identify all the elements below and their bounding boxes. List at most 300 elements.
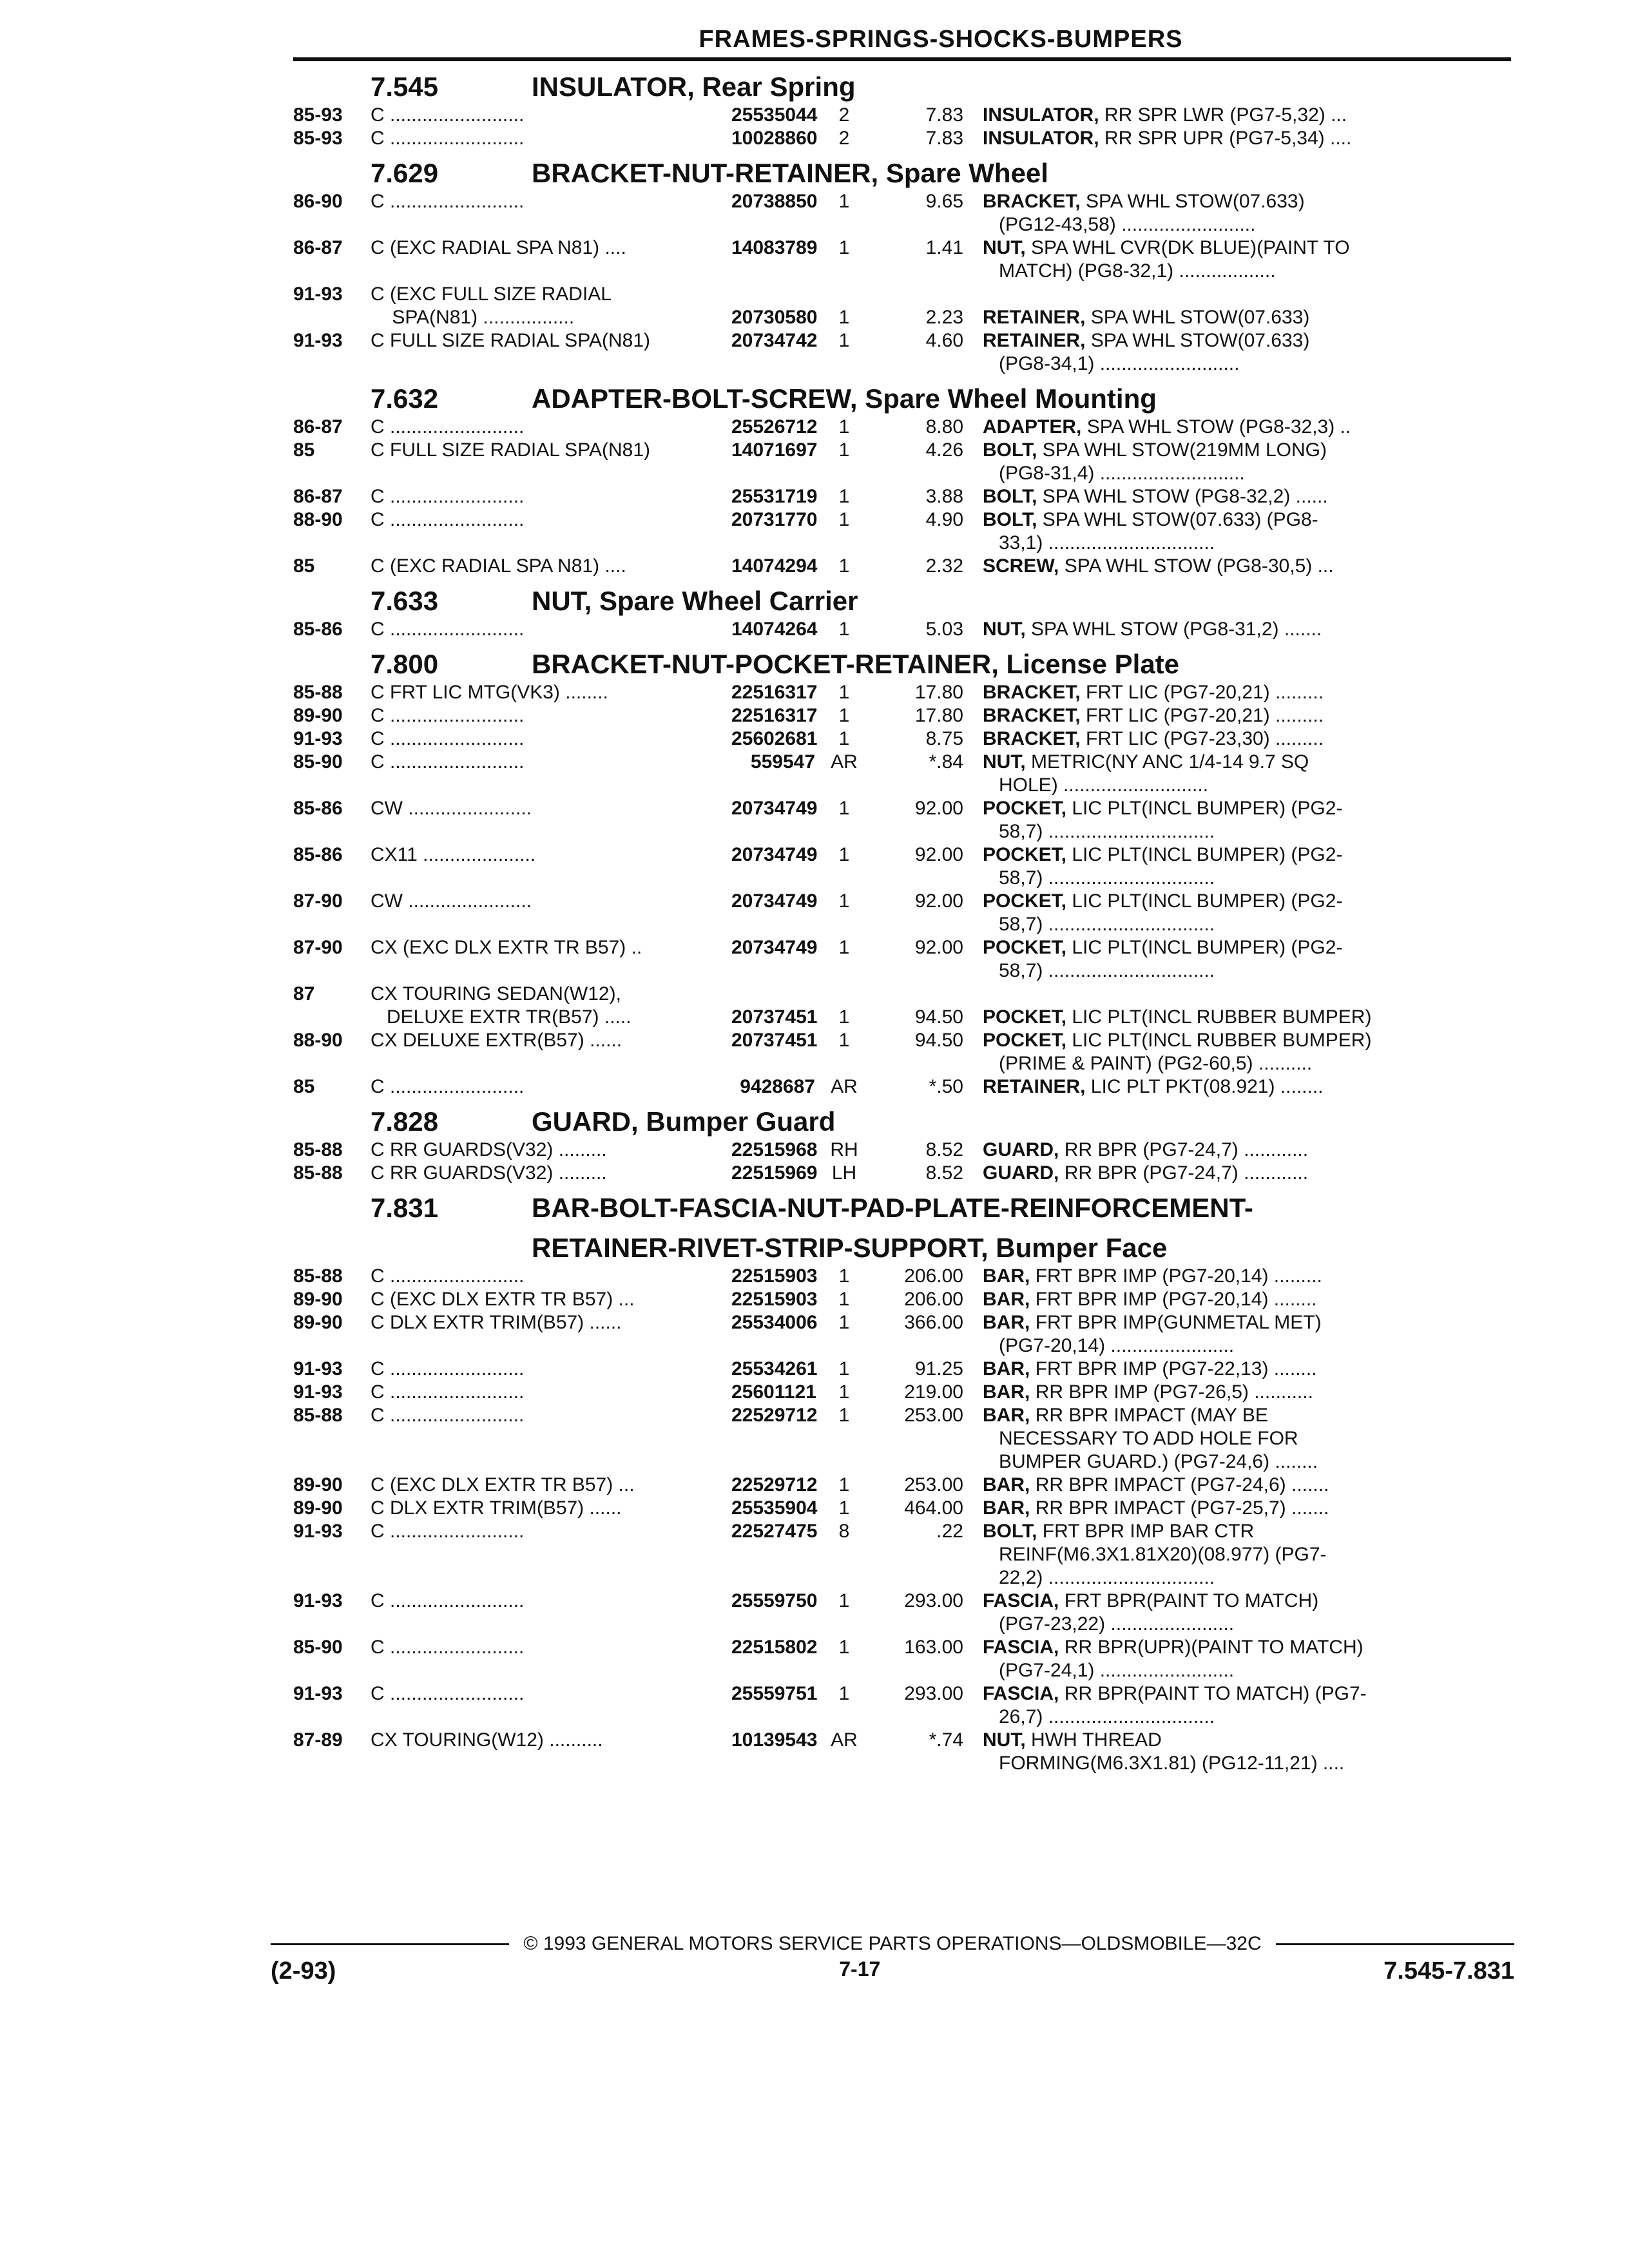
part-number bbox=[731, 867, 815, 890]
price: 1.41 bbox=[925, 237, 963, 258]
price: *.84 bbox=[929, 751, 963, 773]
price bbox=[873, 532, 963, 555]
model-years: 85-93 bbox=[293, 104, 343, 126]
model-years: 91-93 bbox=[293, 284, 343, 305]
quantity bbox=[815, 983, 873, 1006]
price: 92.00 bbox=[914, 890, 963, 912]
description-name: BAR, bbox=[983, 1289, 1030, 1310]
model-years: 91-93 bbox=[293, 1381, 343, 1403]
part-number bbox=[731, 1659, 815, 1682]
model-years bbox=[293, 774, 371, 797]
model-years bbox=[293, 1566, 371, 1590]
description bbox=[963, 1404, 1479, 1427]
footer-page-number: 7-17 bbox=[839, 1957, 881, 1981]
part-row bbox=[293, 1006, 1511, 1029]
price bbox=[873, 260, 963, 283]
footer-copyright: © 1993 GENERAL MOTORS SERVICE PARTS OPERATIONS—OLDSMOBILE—32C bbox=[523, 1933, 1262, 1954]
quantity: 1 bbox=[838, 1474, 850, 1495]
section-name: BRACKET-NUT-POCKET-RETAINER, License Plate bbox=[532, 649, 1180, 679]
catalog-page bbox=[293, 26, 1511, 1775]
description bbox=[963, 283, 1479, 306]
part-row bbox=[293, 1543, 1511, 1566]
description bbox=[963, 1006, 1479, 1029]
description bbox=[963, 236, 1479, 260]
description-text: RR BPR (PG7-24,7) ............ bbox=[1064, 1139, 1309, 1160]
part-number: 14083789 bbox=[731, 237, 818, 258]
description-name: FASCIA, bbox=[983, 1637, 1059, 1658]
quantity: 1 bbox=[838, 1405, 850, 1426]
description bbox=[963, 1706, 1495, 1729]
model-years: 85 bbox=[293, 555, 315, 577]
quantity: 1 bbox=[838, 237, 850, 258]
part-number: 20734742 bbox=[731, 330, 818, 351]
part-number: 22515903 bbox=[731, 1265, 818, 1287]
part-number bbox=[731, 462, 815, 485]
part-row bbox=[293, 983, 1511, 1006]
description-text: SPA WHL STOW (PG8-32,3) .. bbox=[1086, 416, 1351, 437]
price: 219.00 bbox=[904, 1381, 963, 1403]
price: 464.00 bbox=[904, 1497, 963, 1519]
application bbox=[371, 1566, 731, 1590]
description bbox=[963, 959, 1495, 983]
model-years: 85 bbox=[293, 439, 315, 461]
part-row bbox=[293, 1636, 1511, 1659]
description-name: INSULATOR, bbox=[983, 128, 1099, 149]
part-number: 559547 bbox=[750, 751, 815, 773]
description-name: BAR, bbox=[983, 1312, 1030, 1333]
quantity: 1 bbox=[838, 1312, 850, 1333]
model-years bbox=[293, 1752, 371, 1775]
description bbox=[963, 1752, 1495, 1775]
description-name: NUT, bbox=[983, 237, 1026, 258]
part-number: 20730580 bbox=[731, 307, 818, 328]
section-number: 7.800 bbox=[371, 649, 439, 679]
description-text: 58,7) ............................... bbox=[999, 821, 1215, 842]
footer-rule-right bbox=[1276, 1943, 1514, 1945]
description-text: FRT LIC (PG7-20,21) ......... bbox=[1086, 705, 1324, 726]
application: C ......................... bbox=[371, 509, 525, 530]
description bbox=[963, 1075, 1479, 1099]
part-row bbox=[293, 462, 1511, 485]
part-row bbox=[293, 260, 1511, 283]
quantity: 1 bbox=[838, 191, 850, 212]
section-title bbox=[293, 1105, 1511, 1139]
description-text: (PG12-43,58) ......................... bbox=[999, 214, 1256, 235]
price: .22 bbox=[936, 1521, 963, 1542]
description bbox=[963, 555, 1479, 578]
price: 163.00 bbox=[904, 1637, 963, 1658]
model-years: 91-93 bbox=[293, 1521, 343, 1542]
price bbox=[873, 283, 963, 306]
model-years bbox=[293, 260, 371, 283]
description-name: NUT, bbox=[983, 751, 1026, 773]
part-row bbox=[293, 890, 1511, 913]
description bbox=[963, 1427, 1495, 1450]
description-text: 33,1) ............................... bbox=[999, 532, 1215, 553]
part-number bbox=[731, 283, 815, 306]
price: 7.83 bbox=[925, 104, 963, 126]
part-number bbox=[731, 352, 815, 376]
part-row bbox=[293, 1139, 1511, 1162]
model-years: 88-90 bbox=[293, 509, 343, 530]
quantity: 2 bbox=[838, 104, 850, 126]
description-name: BRACKET, bbox=[983, 705, 1081, 726]
price bbox=[873, 983, 963, 1006]
part-number: 25534006 bbox=[731, 1312, 818, 1333]
quantity: 1 bbox=[838, 1637, 850, 1658]
description-text: FRT BPR IMP (PG7-20,14) ........ bbox=[1035, 1289, 1317, 1310]
quantity: 1 bbox=[838, 705, 850, 726]
quantity: 1 bbox=[838, 416, 850, 437]
quantity bbox=[815, 1052, 873, 1075]
quantity: 1 bbox=[838, 486, 850, 507]
part-number: 25531719 bbox=[731, 486, 818, 507]
part-number: 25559750 bbox=[731, 1590, 818, 1611]
model-years bbox=[293, 867, 371, 890]
application: SPA(N81) ................. bbox=[371, 307, 575, 328]
application bbox=[371, 1543, 731, 1566]
description-text: LIC PLT(INCL BUMPER) (PG2- bbox=[1072, 844, 1343, 865]
description-text: NECESSARY TO ADD HOLE FOR bbox=[999, 1428, 1298, 1449]
application: C (EXC RADIAL SPA N81) .... bbox=[371, 555, 626, 577]
application bbox=[371, 1706, 731, 1729]
part-number bbox=[731, 532, 815, 555]
price: 9.65 bbox=[925, 191, 963, 212]
price bbox=[873, 1543, 963, 1566]
price bbox=[873, 1706, 963, 1729]
description bbox=[963, 1265, 1479, 1288]
application: C ......................... bbox=[371, 705, 525, 726]
footer-range: 7.545-7.831 bbox=[1383, 1957, 1514, 1984]
application: C RR GUARDS(V32) ......... bbox=[371, 1162, 607, 1184]
description-name: BRACKET, bbox=[983, 728, 1081, 749]
quantity: 1 bbox=[838, 798, 850, 819]
model-years bbox=[293, 1543, 371, 1566]
part-row bbox=[293, 306, 1511, 329]
description bbox=[963, 416, 1479, 439]
application: C ......................... bbox=[371, 1381, 525, 1403]
part-row bbox=[293, 213, 1511, 236]
application: CX11 ..................... bbox=[371, 844, 536, 865]
description-name: INSULATOR, bbox=[983, 104, 1099, 126]
quantity: AR bbox=[831, 1076, 858, 1097]
application: C ......................... bbox=[371, 1358, 525, 1379]
description-text: SPA WHL STOW(07.633) bbox=[1090, 330, 1310, 351]
price: 2.32 bbox=[925, 555, 963, 577]
description bbox=[963, 913, 1495, 936]
part-row bbox=[293, 1682, 1511, 1706]
application: C ......................... bbox=[371, 1405, 525, 1426]
application: C ......................... bbox=[371, 128, 525, 149]
price bbox=[873, 1052, 963, 1075]
model-years: 87-90 bbox=[293, 937, 343, 958]
quantity: 1 bbox=[838, 1265, 850, 1287]
model-years bbox=[293, 213, 371, 236]
part-number: 10139543 bbox=[731, 1729, 818, 1751]
application bbox=[371, 1752, 731, 1775]
part-row bbox=[293, 797, 1511, 820]
part-row bbox=[293, 1162, 1511, 1185]
description-name: BOLT, bbox=[983, 486, 1037, 507]
page-footer bbox=[271, 1933, 1514, 1985]
part-number bbox=[731, 1566, 815, 1590]
part-number: 14074294 bbox=[731, 555, 818, 577]
description bbox=[963, 820, 1495, 843]
quantity bbox=[815, 352, 873, 376]
description-text: REINF(M6.3X1.81X20)(08.977) (PG7- bbox=[999, 1544, 1327, 1565]
application: C ......................... bbox=[371, 1637, 525, 1658]
description-text: LIC PLT(INCL RUBBER BUMPER) bbox=[1072, 1030, 1372, 1051]
part-number: 22515969 bbox=[731, 1162, 818, 1184]
description-name: RETAINER, bbox=[983, 330, 1086, 351]
description bbox=[963, 867, 1495, 890]
description-text: FRT BPR IMP BAR CTR bbox=[1042, 1521, 1255, 1542]
part-row bbox=[293, 1520, 1511, 1543]
part-number: 10028860 bbox=[731, 128, 818, 149]
price bbox=[873, 352, 963, 376]
application bbox=[371, 532, 731, 555]
price bbox=[873, 820, 963, 843]
quantity bbox=[815, 1427, 873, 1450]
description-text: FRT BPR IMP (PG7-22,13) ........ bbox=[1035, 1358, 1317, 1379]
quantity: 1 bbox=[838, 682, 850, 703]
application bbox=[371, 1450, 731, 1474]
part-row bbox=[293, 820, 1511, 843]
description bbox=[963, 127, 1479, 150]
application: C DLX EXTR TRIM(B57) ...... bbox=[371, 1312, 622, 1333]
description-text: SPA WHL STOW (PG8-32,2) ...... bbox=[1042, 486, 1328, 507]
application bbox=[371, 1613, 731, 1636]
description-name: BAR, bbox=[983, 1474, 1030, 1495]
section-name: BRACKET-NUT-RETAINER, Spare Wheel bbox=[532, 158, 1048, 188]
part-row bbox=[293, 555, 1511, 578]
description-text: RR BPR(UPR)(PAINT TO MATCH) bbox=[1064, 1637, 1364, 1658]
price bbox=[873, 1334, 963, 1358]
price: 366.00 bbox=[904, 1312, 963, 1333]
description-text: (PG7-23,22) ....................... bbox=[999, 1613, 1235, 1635]
section-name: INSULATOR, Rear Spring bbox=[532, 72, 856, 102]
description bbox=[963, 329, 1479, 352]
model-years: 85-86 bbox=[293, 844, 343, 865]
price: 94.50 bbox=[914, 1006, 963, 1028]
description-text: FRT BPR(PAINT TO MATCH) bbox=[1064, 1590, 1319, 1611]
description bbox=[963, 1474, 1479, 1497]
model-years: 85-90 bbox=[293, 751, 343, 773]
quantity: 1 bbox=[838, 439, 850, 461]
description bbox=[963, 1590, 1479, 1613]
price: 206.00 bbox=[904, 1265, 963, 1287]
part-number: 25526712 bbox=[731, 416, 818, 437]
description-text: MATCH) (PG8-32,1) .................. bbox=[999, 260, 1276, 282]
description-text: 26,7) ............................... bbox=[999, 1706, 1215, 1727]
price bbox=[873, 1613, 963, 1636]
description bbox=[963, 439, 1479, 462]
description-text: RR BPR(PAINT TO MATCH) (PG7- bbox=[1064, 1683, 1367, 1704]
model-years bbox=[293, 959, 371, 983]
description-text: (PG7-24,1) ......................... bbox=[999, 1660, 1235, 1681]
application: CW ....................... bbox=[371, 890, 532, 912]
quantity: RH bbox=[830, 1139, 858, 1160]
model-years: 85-88 bbox=[293, 1265, 343, 1287]
price bbox=[873, 1566, 963, 1590]
quantity: 1 bbox=[838, 1381, 850, 1403]
description bbox=[963, 1139, 1479, 1162]
model-years: 91-93 bbox=[293, 728, 343, 749]
price: 2.23 bbox=[925, 307, 963, 328]
description bbox=[963, 936, 1479, 959]
description-text: LIC PLT PKT(08.921) ........ bbox=[1090, 1076, 1324, 1097]
quantity bbox=[815, 532, 873, 555]
description-text: METRIC(NY ANC 1/4-14 9.7 SQ bbox=[1031, 751, 1309, 773]
model-years bbox=[293, 1427, 371, 1450]
quantity: 1 bbox=[838, 890, 850, 912]
quantity: LH bbox=[831, 1162, 857, 1184]
part-number: 20737451 bbox=[731, 1006, 818, 1028]
application bbox=[371, 913, 731, 936]
part-number bbox=[731, 260, 815, 283]
description bbox=[963, 213, 1495, 236]
price bbox=[873, 867, 963, 890]
part-row bbox=[293, 843, 1511, 867]
description-name: POCKET, bbox=[983, 890, 1067, 912]
model-years: 87 bbox=[293, 983, 315, 1004]
description-name: BRACKET, bbox=[983, 191, 1081, 212]
model-years: 86-90 bbox=[293, 191, 343, 212]
part-number: 22515802 bbox=[731, 1637, 818, 1658]
part-number bbox=[731, 1427, 815, 1450]
model-years: 85-88 bbox=[293, 1405, 343, 1426]
model-years: 89-90 bbox=[293, 1474, 343, 1495]
part-number bbox=[731, 1450, 815, 1474]
description-text: FRT BPR IMP (PG7-20,14) ......... bbox=[1035, 1265, 1322, 1287]
description bbox=[963, 983, 1479, 1006]
quantity bbox=[815, 1659, 873, 1682]
description bbox=[963, 260, 1495, 283]
description bbox=[963, 774, 1495, 797]
quantity bbox=[815, 1566, 873, 1590]
quantity: AR bbox=[831, 751, 858, 773]
part-number: 20738850 bbox=[731, 191, 818, 212]
application: C (EXC FULL SIZE RADIAL bbox=[371, 284, 612, 305]
description-text: RR BPR IMPACT (MAY BE bbox=[1035, 1405, 1268, 1426]
part-number: 22529712 bbox=[731, 1405, 818, 1426]
description bbox=[963, 1288, 1479, 1311]
part-row bbox=[293, 1381, 1511, 1404]
application: DELUXE EXTR TR(B57) ..... bbox=[371, 1006, 631, 1028]
description-name: POCKET, bbox=[983, 844, 1067, 865]
description bbox=[963, 751, 1479, 774]
application bbox=[371, 1334, 731, 1358]
part-number: 20737451 bbox=[731, 1030, 818, 1051]
model-years bbox=[293, 1613, 371, 1636]
application: C ......................... bbox=[371, 1590, 525, 1611]
price bbox=[873, 1752, 963, 1775]
description-text: SPA WHL STOW(07.633) (PG8- bbox=[1042, 509, 1318, 530]
part-number bbox=[731, 213, 815, 236]
price: 4.26 bbox=[925, 439, 963, 461]
part-row bbox=[293, 532, 1511, 555]
part-row bbox=[293, 1334, 1511, 1358]
quantity: 1 bbox=[838, 1497, 850, 1519]
part-number: 25534261 bbox=[731, 1358, 818, 1379]
part-number: 20731770 bbox=[731, 509, 818, 530]
part-number bbox=[731, 1752, 815, 1775]
section-number: 7.545 bbox=[371, 72, 439, 102]
description-name: BRACKET, bbox=[983, 682, 1081, 703]
model-years: 86-87 bbox=[293, 237, 343, 258]
part-row bbox=[293, 439, 1511, 462]
description-text: 58,7) ............................... bbox=[999, 867, 1215, 889]
model-years bbox=[293, 532, 371, 555]
part-row bbox=[293, 352, 1511, 376]
part-row bbox=[293, 751, 1511, 774]
price bbox=[873, 1450, 963, 1474]
application: C ......................... bbox=[371, 104, 525, 126]
price: 3.88 bbox=[925, 486, 963, 507]
description-name: FASCIA, bbox=[983, 1683, 1059, 1704]
model-years: 85 bbox=[293, 1076, 315, 1097]
part-number: 25535044 bbox=[731, 104, 818, 126]
model-years bbox=[293, 1706, 371, 1729]
description bbox=[963, 1682, 1479, 1706]
description-text: (PG8-31,4) ........................... bbox=[999, 463, 1245, 484]
application bbox=[371, 213, 731, 236]
description-name: BAR, bbox=[983, 1358, 1030, 1379]
description-name: BAR, bbox=[983, 1405, 1030, 1426]
quantity: 1 bbox=[838, 307, 850, 328]
description bbox=[963, 1162, 1479, 1185]
description-text: LIC PLT(INCL BUMPER) (PG2- bbox=[1072, 890, 1343, 912]
quantity bbox=[815, 1543, 873, 1566]
description-name: NUT, bbox=[983, 619, 1026, 640]
description-name: SCREW, bbox=[983, 555, 1059, 577]
description-text: LIC PLT(INCL BUMPER) (PG2- bbox=[1072, 798, 1343, 819]
part-number: 20734749 bbox=[731, 890, 818, 912]
part-row bbox=[293, 508, 1511, 532]
description bbox=[963, 1636, 1479, 1659]
price bbox=[873, 1659, 963, 1682]
part-row bbox=[293, 774, 1511, 797]
quantity bbox=[815, 462, 873, 485]
description-name: POCKET, bbox=[983, 798, 1067, 819]
part-row bbox=[293, 1497, 1511, 1520]
section-name: ADAPTER-BOLT-SCREW, Spare Wheel Mounting bbox=[532, 383, 1157, 414]
model-years: 91-93 bbox=[293, 1358, 343, 1379]
description-name: BOLT, bbox=[983, 439, 1037, 461]
quantity: 1 bbox=[838, 728, 850, 749]
quantity: 1 bbox=[838, 1006, 850, 1028]
description-name: BAR, bbox=[983, 1497, 1030, 1519]
footer-rule-left bbox=[271, 1943, 509, 1945]
section-name: BAR-BOLT-FASCIA-NUT-PAD-PLATE-REINFORCEMENT- bbox=[532, 1193, 1253, 1223]
description bbox=[963, 618, 1479, 641]
application: C ......................... bbox=[371, 1683, 525, 1704]
application: C ......................... bbox=[371, 728, 525, 749]
price: 94.50 bbox=[914, 1030, 963, 1051]
application: C ......................... bbox=[371, 191, 525, 212]
part-number bbox=[731, 1334, 815, 1358]
price: *.50 bbox=[929, 1076, 963, 1097]
application: C (EXC DLX EXTR TR B57) ... bbox=[371, 1289, 635, 1310]
quantity: 1 bbox=[838, 1030, 850, 1051]
application bbox=[371, 820, 731, 843]
model-years bbox=[293, 820, 371, 843]
quantity bbox=[815, 213, 873, 236]
model-years: 89-90 bbox=[293, 1289, 343, 1310]
model-years bbox=[293, 1450, 371, 1474]
part-row bbox=[293, 1358, 1511, 1381]
description bbox=[963, 797, 1479, 820]
